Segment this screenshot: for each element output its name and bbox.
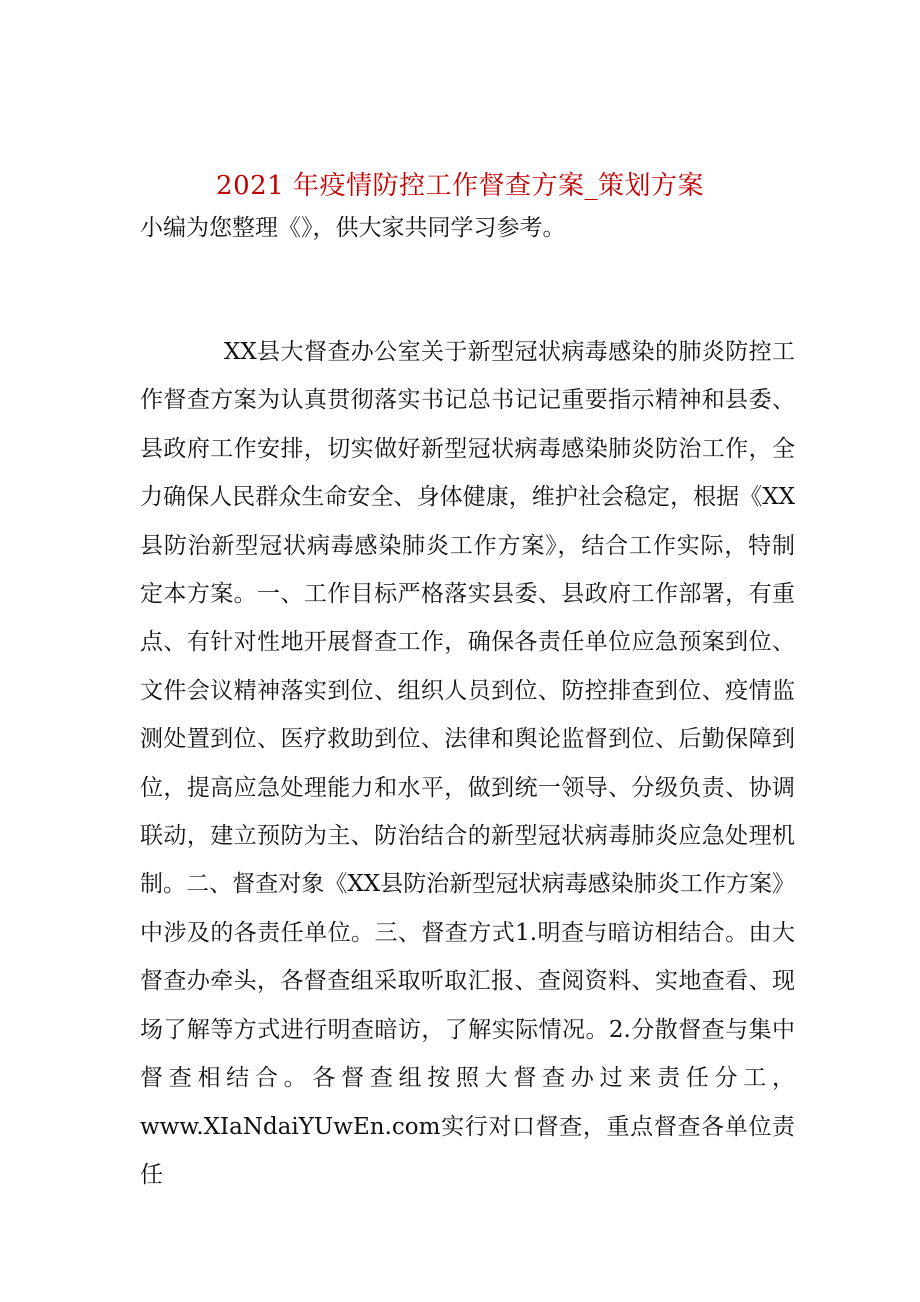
document-title: 2021 年疫情防控工作督查方案_策划方案: [216, 171, 704, 201]
body-paragraph: XX县大督查办公室关于新型冠状病毒感染的肺炎防控工作督查方案为认真贯彻落实书记总书记记重要指示精神和县委、县政府工作安排，切实做好新型冠状病毒感染肺炎防治工作，全力确保人民群众生命安全、身体健康，维护社会稳定，根据《XX县防治新型冠状病毒感染肺炎工作方案》，结合工作实际，特制定本方案。一、工作目标严格落实县委、县政府工作部署，有重点、有针对性地开展督查工作，确保各责任单位应急预案到位、文件会议精神落实到位、组织人员到位、防控排查到位、疫情监测处置到位、医疗救助到位、法律和舆论监督到位、后勤保障到位，提高应急处理能力和水平，做到统一领导、分级负责、协调联动，建立预防为主、防治结合的新型冠状病毒肺炎应急处理机制。二、督查对象《XX县防治新型冠状病毒感染肺炎工作方案》中涉及的各责任单位。三、督查方式1.明查与暗访相结合。由大督查办牵头，各督查组采取听取汇报、查阅资料、实地查看、现场了解等方式进行明查暗访，了解实际情况。2.分散督查与集中督查相结合。各督查组按照大督查办过来责任分工，www.XIaNdaiYUwEn.com实行对口督查，重点督查各单位责任: [140, 339, 795, 1188]
intro-paragraph: 小编为您整理《》，供大家共同学习参考。: [140, 215, 566, 241]
